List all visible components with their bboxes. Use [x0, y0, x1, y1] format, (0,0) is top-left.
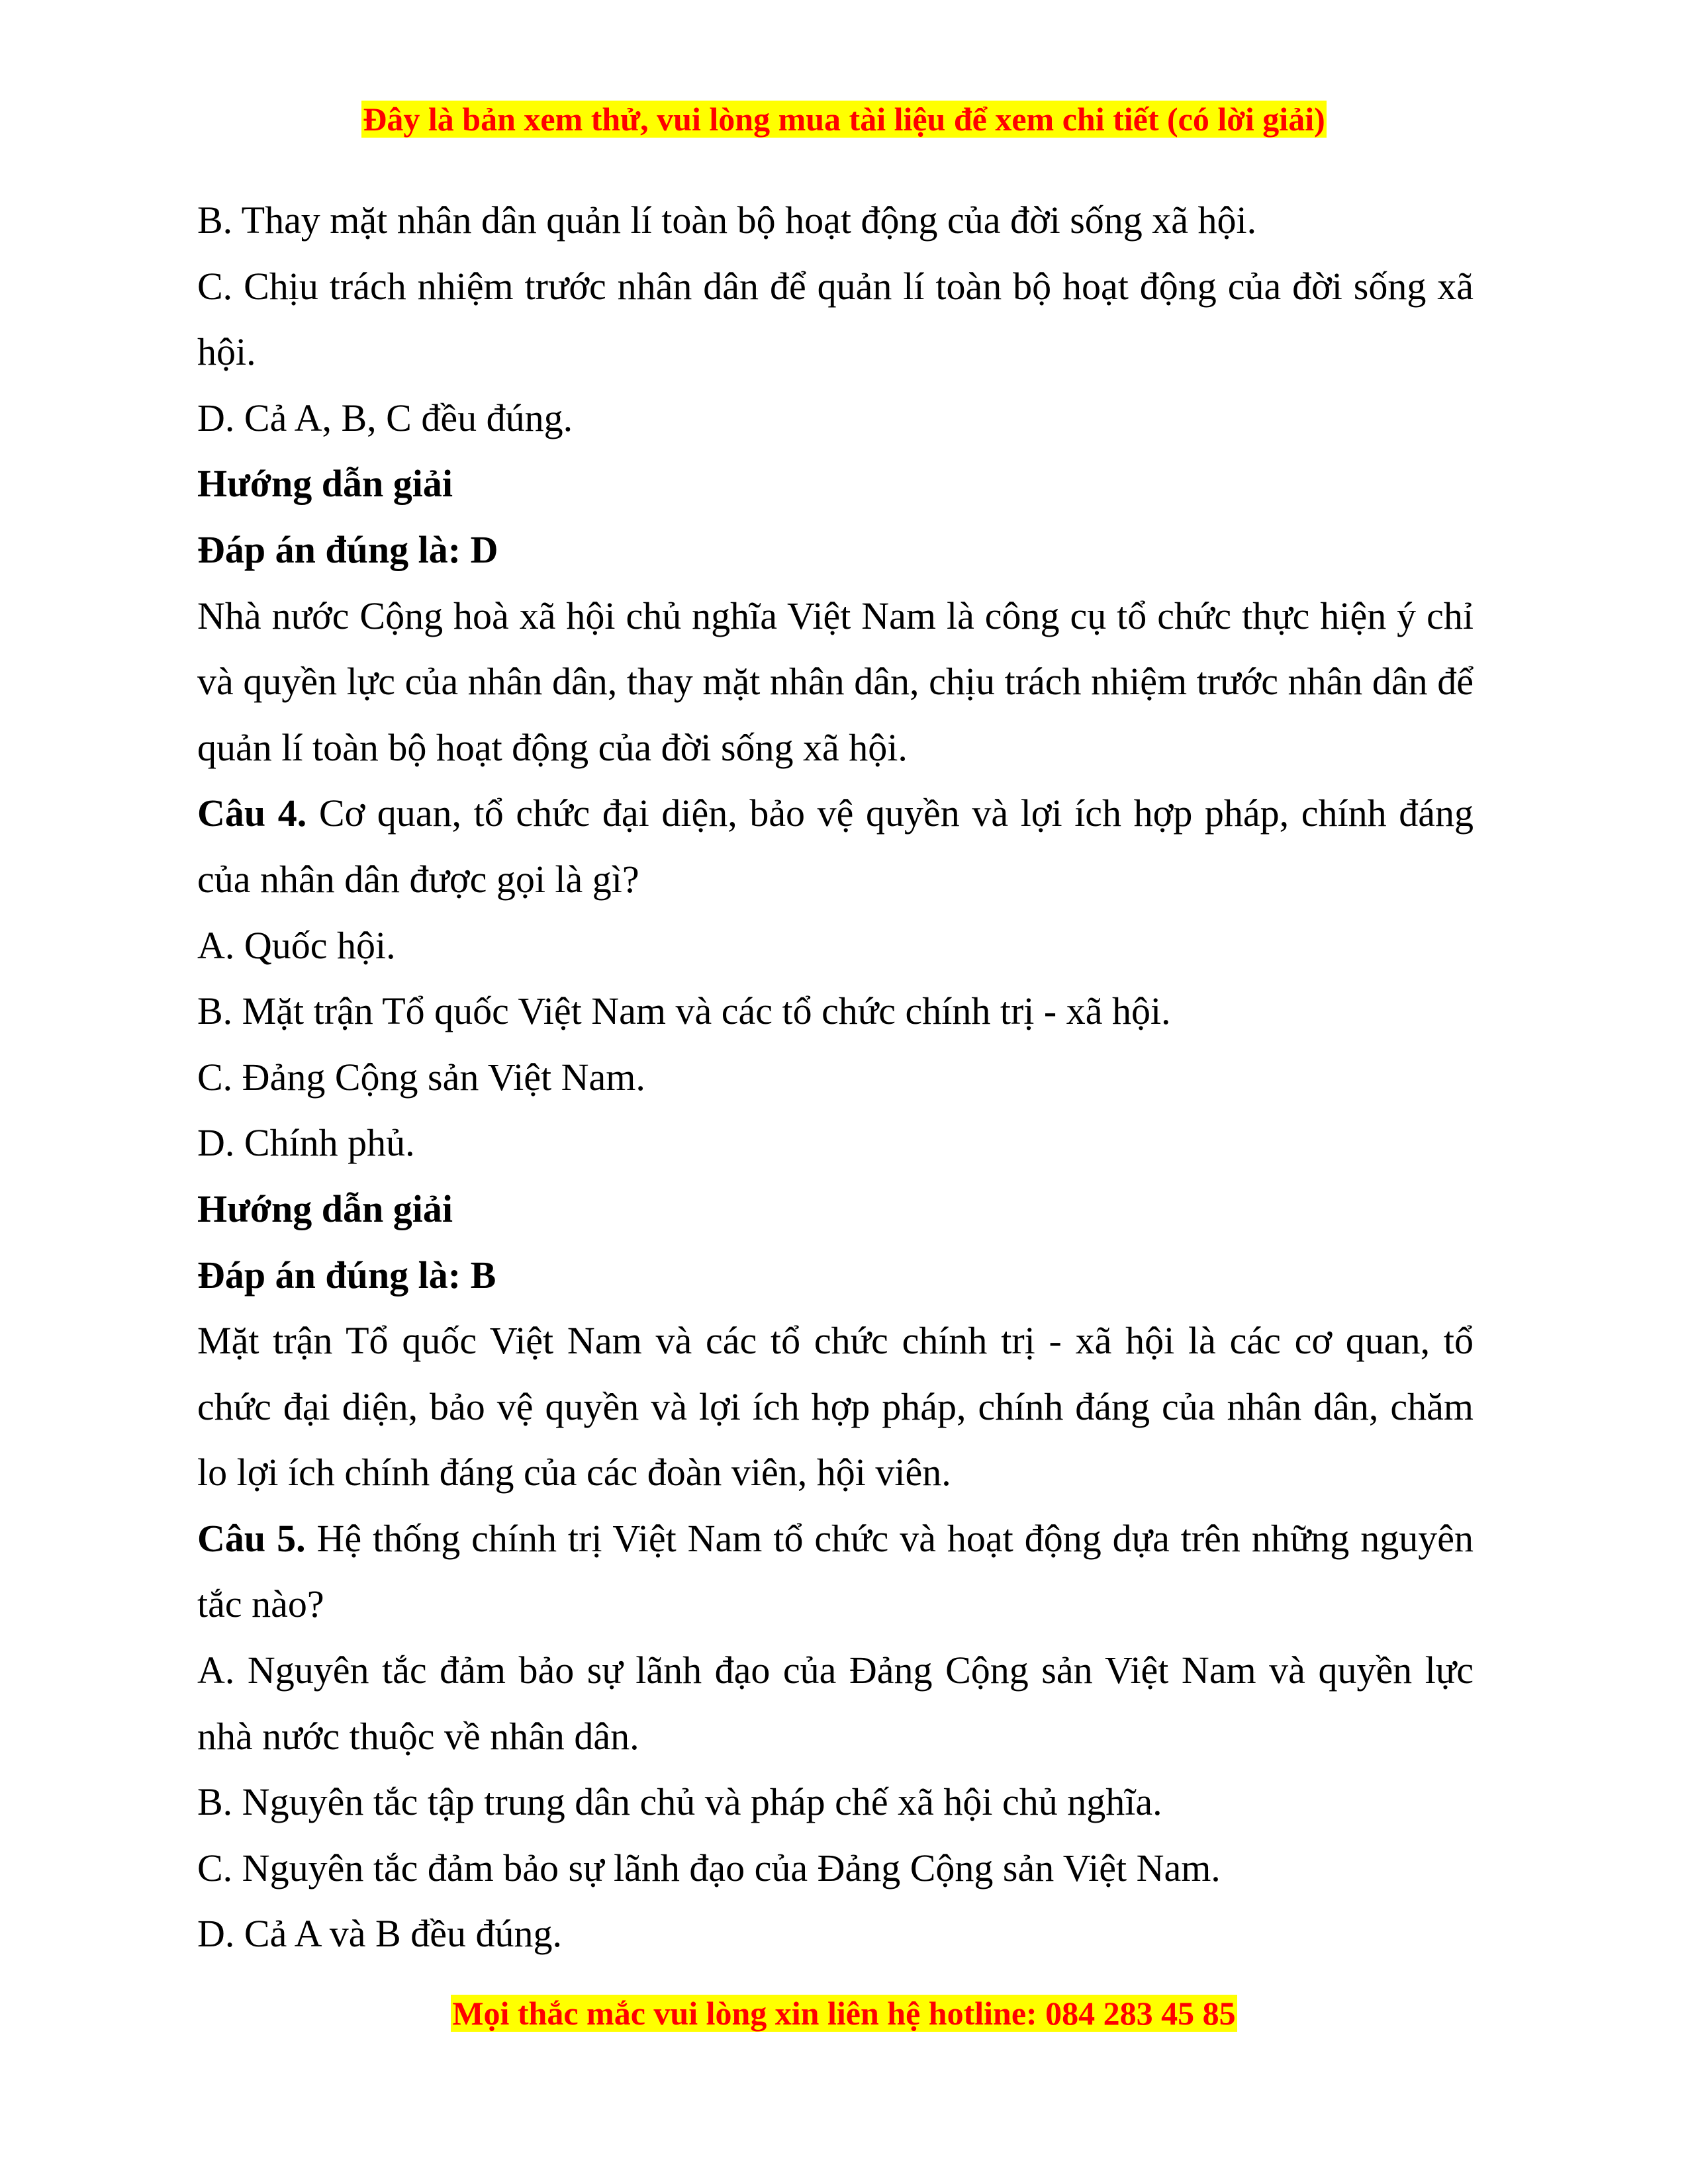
q3-answer: Đáp án đúng là: D — [197, 527, 498, 571]
q4-question — [197, 780, 1474, 912]
preview-notice-text: Đây là bản xem thử, vui lòng mua tài liệu để xem chi tiết (có lời giải) — [363, 101, 1325, 138]
q5-question-text: Hệ thống chính trị Việt Nam tổ chức và hoạt động dựa trên những nguyên tắc nào? — [197, 1516, 1474, 1626]
q3-explanation: Nhà nước Cộng hoà xã hội chủ nghĩa Việt Nam là công cụ tổ chức thực hiện ý chỉ và quyền lực của nhân dân, thay mặt nhân dân, chịu trách nhiệm trước nhân dân để quản lí toàn bộ hoạt động của đời sống xã hội. — [197, 594, 1474, 769]
q5-option-a: A. Nguyên tắc đảm bảo sự lãnh đạo của Đảng Cộng sản Việt Nam và quyền lực nhà nước thuộc về nhân dân. — [197, 1649, 1474, 1758]
q5-option-c: C. Nguyên tắc đảm bảo sự lãnh đạo của Đảng Cộng sản Việt Nam. — [197, 1846, 1221, 1889]
q4-answer: Đáp án đúng là: B — [197, 1253, 496, 1297]
q4-question-text: Cơ quan, tổ chức đại diện, bảo vệ quyền và lợi ích hợp pháp, chính đáng của nhân dân được gọi là gì? — [197, 792, 1474, 901]
q3-option-d: D. Cả A, B, C đều đúng. — [197, 396, 573, 439]
preview-notice-banner — [0, 99, 1688, 139]
hotline-notice-banner — [0, 1993, 1688, 2033]
q3-option-b: B. Thay mặt nhân dân quản lí toàn bộ hoạt động của đời sống xã hội. — [197, 199, 1257, 242]
q4-option-d: D. Chính phủ. — [197, 1121, 415, 1165]
q4-guide-heading: Hướng dẫn giải — [197, 1187, 453, 1230]
q5-option-b: B. Nguyên tắc tập trung dân chủ và pháp chế xã hội chủ nghĩa. — [197, 1780, 1162, 1824]
q4-explanation: Mặt trận Tổ quốc Việt Nam và các tổ chức chính trị - xã hội là các cơ quan, tổ chức đại diện, bảo vệ quyền và lợi ích hợp pháp, chính đáng của nhân dân, chăm lo lợi ích chính đáng của các đoàn viên, hội viên. — [197, 1319, 1474, 1494]
q3-option-c: C. Chịu trách nhiệm trước nhân dân để quản lí toàn bộ hoạt động của đời sống xã hội. — [197, 264, 1474, 374]
q4-label: Câu 4. — [197, 792, 307, 835]
hotline-notice-text: Mọi thắc mắc vui lòng xin liên hệ hotline: 084 283 45 85 — [452, 1995, 1236, 2032]
q4-option-b: B. Mặt trận Tổ quốc Việt Nam và các tổ chức chính trị - xã hội. — [197, 989, 1171, 1033]
q5-label: Câu 5. — [197, 1516, 306, 1560]
q4-option-a: A. Quốc hội. — [197, 923, 396, 967]
document-body — [197, 187, 1474, 1967]
q5-question — [197, 1506, 1474, 1637]
q5-option-d: D. Cả A và B đều đúng. — [197, 1912, 562, 1956]
q3-guide-heading: Hướng dẫn giải — [197, 462, 453, 506]
q4-option-c: C. Đảng Cộng sản Việt Nam. — [197, 1055, 645, 1099]
